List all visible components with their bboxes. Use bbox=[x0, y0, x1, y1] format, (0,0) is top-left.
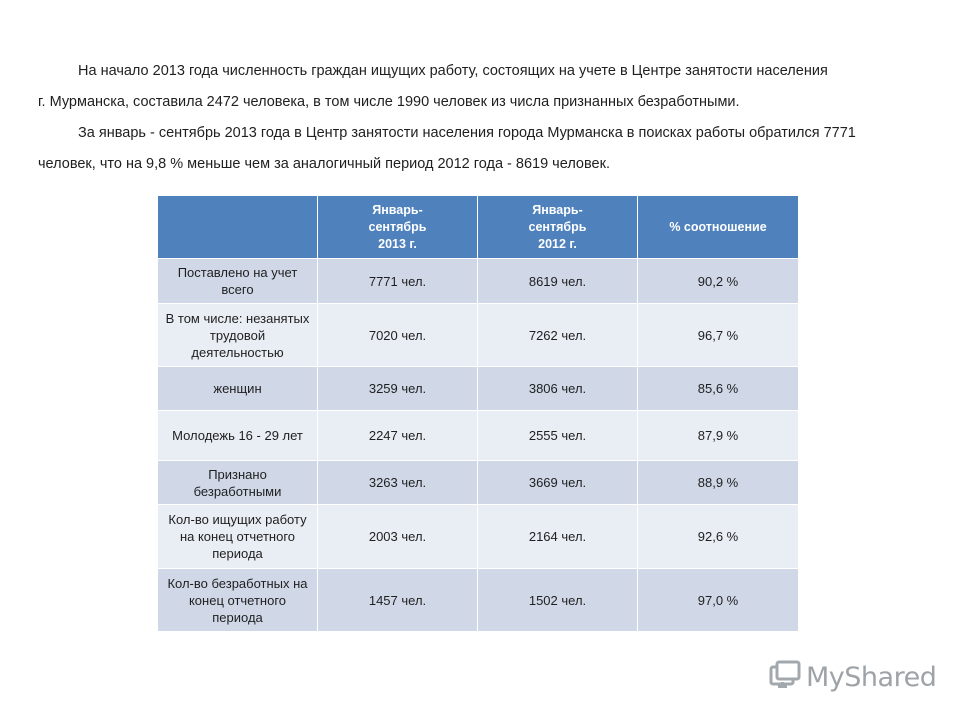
row-ratio: 96,7 % bbox=[638, 304, 799, 367]
row-value-2013: 7771 чел. bbox=[318, 259, 478, 304]
intro-p1-line2: г. Мурманска, составила 2472 человека, в том числе 1990 человек из числа признанных безработными. bbox=[38, 94, 740, 110]
mystudies-logo-icon bbox=[768, 658, 802, 697]
row-value-2012: 7262 чел. bbox=[478, 304, 638, 367]
row-value-2012: 2555 чел. bbox=[478, 411, 638, 461]
header-2012-line2: сентябрь bbox=[528, 219, 587, 234]
header-2013-line3: 2013 г. bbox=[378, 236, 417, 251]
header-2013-line1: Январь- bbox=[372, 202, 423, 217]
row-ratio: 90,2 % bbox=[638, 259, 799, 304]
row-value-2013: 3259 чел. bbox=[318, 367, 478, 411]
row-ratio: 88,9 % bbox=[638, 461, 799, 505]
row-value-2013: 7020 чел. bbox=[318, 304, 478, 367]
statistics-table bbox=[157, 195, 799, 632]
row-value-2013: 3263 чел. bbox=[318, 461, 478, 505]
table-row bbox=[158, 461, 799, 505]
intro-p2-line1: За январь - сентябрь 2013 года в Центр занятости населения города Мурманска в поисках работы обратился 7771 bbox=[78, 125, 856, 141]
row-value-2012: 1502 чел. bbox=[478, 569, 638, 632]
table-header-row bbox=[158, 196, 799, 259]
row-label: женщин bbox=[158, 367, 318, 411]
header-2012-line1: Январь- bbox=[532, 202, 583, 217]
header-ratio: % соотношение bbox=[638, 196, 799, 259]
table-row bbox=[158, 304, 799, 367]
row-value-2012: 2164 чел. bbox=[478, 505, 638, 569]
row-label: Признано безработными bbox=[158, 461, 318, 505]
table-row bbox=[158, 505, 799, 569]
row-ratio: 85,6 % bbox=[638, 367, 799, 411]
watermark bbox=[768, 657, 938, 697]
intro-p2-line2: человек, что на 9,8 % меньше чем за аналогичный период 2012 года - 8619 человек. bbox=[38, 156, 610, 172]
header-2012-line3: 2012 г. bbox=[538, 236, 577, 251]
header-2012 bbox=[478, 196, 638, 259]
intro-paragraph-1 bbox=[38, 56, 918, 87]
intro-paragraph-2 bbox=[38, 118, 918, 149]
row-value-2012: 3669 чел. bbox=[478, 461, 638, 505]
row-label: Кол-во ищущих работу на конец отчетного периода bbox=[158, 505, 318, 569]
table-row bbox=[158, 569, 799, 632]
watermark-text: MyShared bbox=[806, 661, 937, 693]
header-empty-cell bbox=[158, 196, 318, 259]
row-label: Кол-во безработных на конец отчетного периода bbox=[158, 569, 318, 632]
row-ratio: 97,0 % bbox=[638, 569, 799, 632]
row-ratio: 87,9 % bbox=[638, 411, 799, 461]
row-value-2012: 8619 чел. bbox=[478, 259, 638, 304]
header-2013 bbox=[318, 196, 478, 259]
table-row bbox=[158, 411, 799, 461]
row-ratio: 92,6 % bbox=[638, 505, 799, 569]
intro-text bbox=[38, 56, 918, 180]
row-label: Молодежь 16 - 29 лет bbox=[158, 411, 318, 461]
header-2013-line2: сентябрь bbox=[368, 219, 427, 234]
row-value-2012: 3806 чел. bbox=[478, 367, 638, 411]
row-value-2013: 1457 чел. bbox=[318, 569, 478, 632]
row-label: Поставлено на учет всего bbox=[158, 259, 318, 304]
table-row bbox=[158, 259, 799, 304]
table-row bbox=[158, 367, 799, 411]
intro-p1-line1: На начало 2013 года численность граждан ищущих работу, состоящих на учете в Центре занятости населения bbox=[78, 63, 828, 79]
row-value-2013: 2247 чел. bbox=[318, 411, 478, 461]
row-value-2013: 2003 чел. bbox=[318, 505, 478, 569]
row-label: В том числе: незанятых трудовой деятельностью bbox=[158, 304, 318, 367]
